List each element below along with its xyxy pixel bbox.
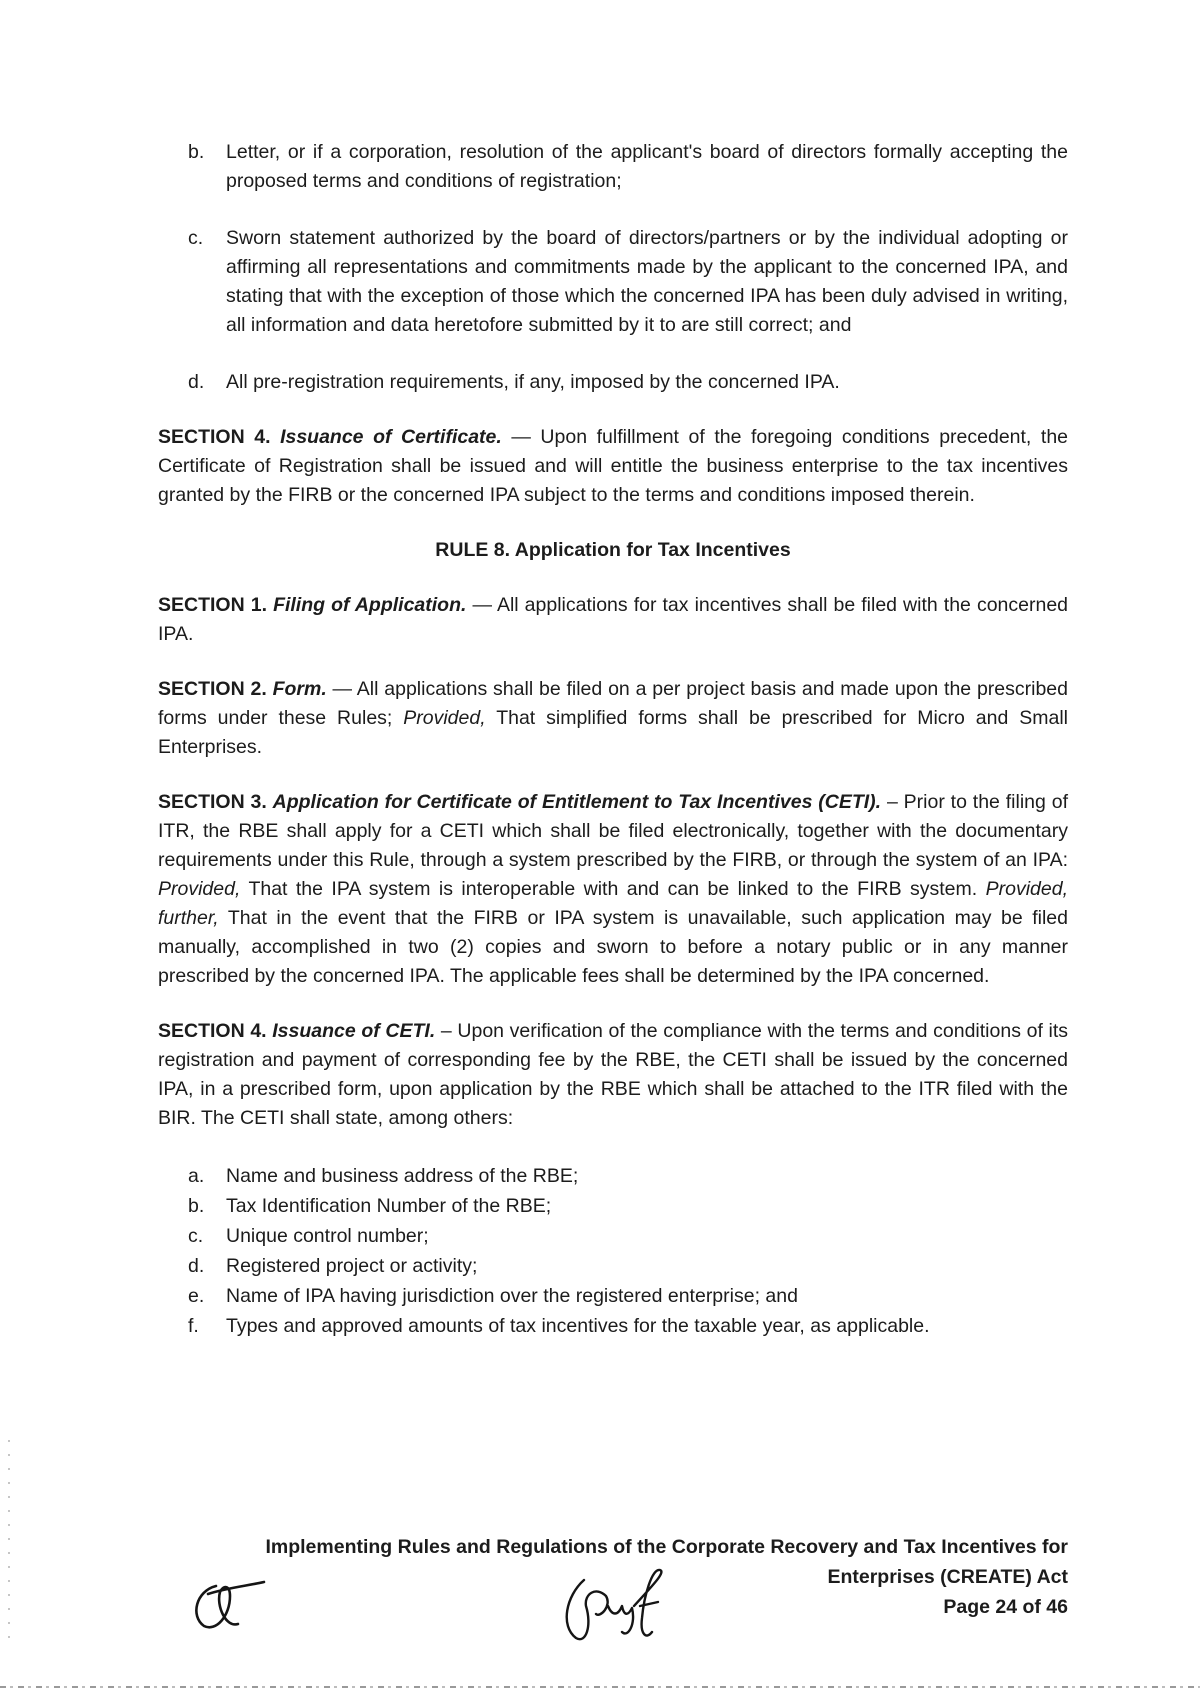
list-item xyxy=(188,368,1068,397)
list-item xyxy=(188,1191,1068,1221)
list-item-text: All pre-registration requirements, if any, imposed by the concerned IPA. xyxy=(226,371,840,393)
section-form xyxy=(158,675,1068,762)
section-issuance-of-certificate xyxy=(158,423,1068,510)
section-label: SECTION 3. xyxy=(158,791,267,813)
scan-margin-marks xyxy=(8,1440,10,1640)
list-item-label: d. xyxy=(188,1255,205,1277)
list-item xyxy=(188,1221,1068,1251)
section-italic-text: Provided, further, xyxy=(158,878,1068,929)
section-title: Issuance of Certificate. xyxy=(280,426,502,448)
ceti-contents-list xyxy=(158,1161,1068,1341)
list-item-label: c. xyxy=(188,227,204,249)
section-label: SECTION 4. xyxy=(158,426,271,448)
section-label: SECTION 2. xyxy=(158,678,267,700)
list-item-label: b. xyxy=(188,141,205,163)
list-item-text: Types and approved amounts of tax incentives for the taxable year, as applicable. xyxy=(226,1315,930,1337)
section-text: That simplified forms shall be prescribed for Micro and Small Enterprises. xyxy=(158,707,1068,758)
section-title: Form. xyxy=(272,678,327,700)
section-text: — All applications for tax incentives shall be filed with the concerned IPA. xyxy=(158,594,1069,645)
page-number: Page 24 of 46 xyxy=(943,1596,1068,1618)
list-item xyxy=(188,1251,1068,1281)
list-item-label: d. xyxy=(188,371,205,393)
section-text: — All applications shall be filed on a per project basis and made upon the prescribed forms under these Rules; xyxy=(158,678,1068,729)
section-application-for-ceti xyxy=(158,788,1068,991)
section-text: – Prior to the filing of ITR, the RBE shall apply for a CETI which shall be filed electronically, together with the documentary requirements under this Rule, through a system prescribed by the FIRB, or through the system of an IPA: xyxy=(158,791,1068,871)
list-item-text: Unique control number; xyxy=(226,1225,429,1247)
footer-title-line-2: Enterprises (CREATE) Act xyxy=(827,1566,1068,1588)
list-item-label: a. xyxy=(188,1165,205,1187)
section-filing-of-application xyxy=(158,591,1068,649)
list-item-text: Name and business address of the RBE; xyxy=(226,1165,579,1187)
initials-signature-left xyxy=(186,1566,276,1636)
list-item-text: Letter, or if a corporation, resolution of the applicant's board of directors formally accepting the proposed terms and conditions of registration; xyxy=(226,141,1068,192)
section-title: Application for Certificate of Entitlement to Tax Incentives (CETI). xyxy=(272,791,882,813)
section-italic-text: Provided, xyxy=(158,878,241,900)
list-item-label: c. xyxy=(188,1225,204,1247)
list-item-text: Registered project or activity; xyxy=(226,1255,478,1277)
list-item-label: e. xyxy=(188,1285,205,1307)
section-title: Filing of Application. xyxy=(273,594,467,616)
list-item xyxy=(188,1281,1068,1311)
list-item-text: Tax Identification Number of the RBE; xyxy=(226,1195,552,1217)
section-text: – Upon verification of the compliance with the terms and conditions of its registration and payment of corresponding fee by the RBE, the CETI shall be issued by the concerned IPA, in a prescribed form, upon application by the RBE which shall be attached to the ITR filed with the BIR. The CETI shall state, among others: xyxy=(158,1020,1069,1129)
list-item xyxy=(188,224,1068,340)
section-text: — Upon fulfillment of the foregoing conditions precedent, the Certificate of Registration shall be issued and will entitle the business enterprise to the tax incentives granted by the FIRB or the concerned IPA subject to the terms and conditions imposed therein. xyxy=(158,426,1069,506)
section-italic-text: Provided, xyxy=(403,707,486,729)
list-item-text: Name of IPA having jurisdiction over the registered enterprise; and xyxy=(226,1285,798,1307)
section-issuance-of-ceti xyxy=(158,1017,1068,1133)
list-item-label: b. xyxy=(188,1195,205,1217)
section-label: SECTION 1. xyxy=(158,594,267,616)
section-label: SECTION 4. xyxy=(158,1020,267,1042)
rule-heading: RULE 8. Application for Tax Incentives xyxy=(435,539,791,561)
list-item-label: f. xyxy=(188,1315,199,1337)
list-item xyxy=(188,1311,1068,1341)
initials-signature-middle xyxy=(556,1566,686,1646)
section-title: Issuance of CETI. xyxy=(272,1020,436,1042)
list-item xyxy=(188,1161,1068,1191)
footer-title-line-1: Implementing Rules and Regulations of the Corporate Recovery and Tax Incentives for xyxy=(265,1536,1068,1558)
section-text: That the IPA system is interoperable with and can be linked to the FIRB system. xyxy=(240,878,986,900)
list-item-text: Sworn statement authorized by the board of directors/partners or by the individual adopting or affirming all representations and commitments made by the applicant to the concerned IPA, and stating that with the exception of those which the concerned IPA has been duly advised in writing, all information and data heretofore submitted by it to are still correct; and xyxy=(226,227,1068,336)
section-text: That in the event that the FIRB or IPA system is unavailable, such application may be filed manually, accomplished in two (2) copies and sworn to before a notary public or in any manner prescribed by the concerned IPA. The applicable fees shall be determined by the IPA concerned. xyxy=(158,907,1068,987)
scan-bottom-edge xyxy=(0,1686,1200,1688)
list-item xyxy=(188,138,1068,196)
page-body xyxy=(158,138,1068,1341)
